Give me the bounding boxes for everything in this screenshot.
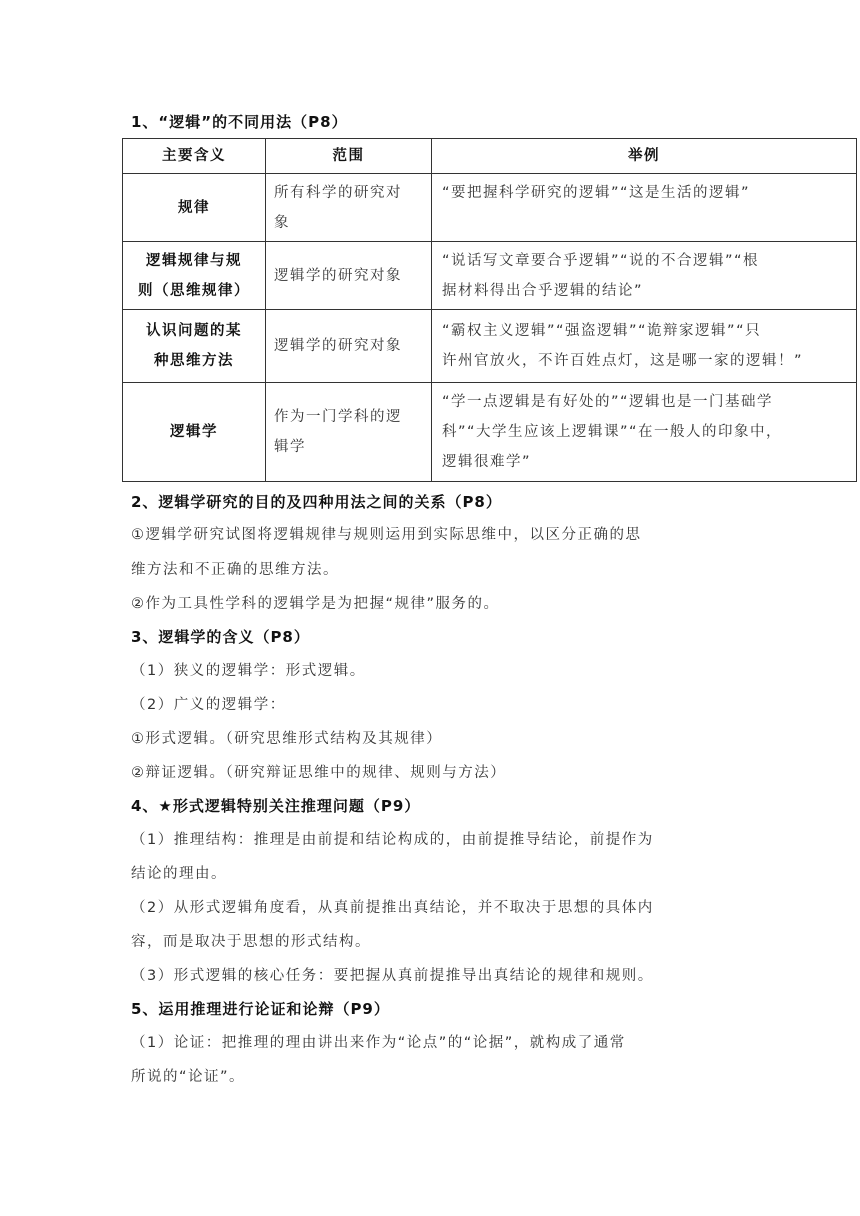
paragraph-line: 结论的理由。 (131, 866, 227, 882)
column-header: 举例 (432, 139, 857, 174)
term-cell: 逻辑学 (123, 383, 266, 482)
scope-cell: 所有科学的研究对 象 (266, 174, 432, 242)
table-row (123, 242, 857, 310)
paragraph-line: （1）狭义的逻辑学：形式逻辑。 (131, 663, 366, 679)
column-header: 主要含义 (123, 139, 266, 174)
paragraph-line: （1）推理结构：推理是由前提和结论构成的，由前提推导结论，前提作为 (131, 832, 654, 848)
paragraph-line: 容，而是取决于思想的形式结构。 (131, 934, 371, 950)
table-row (123, 310, 857, 383)
term-cell: 规律 (123, 174, 266, 242)
table-header-row (123, 139, 857, 174)
paragraph-line: 所说的“论证”。 (131, 1069, 246, 1085)
logic-usage-table (122, 138, 857, 482)
section-3-heading: 3、逻辑学的含义（P8） (131, 628, 310, 646)
example-cell: “说话写文章要合乎逻辑”“说的不合逻辑”“根 据材料得出合乎逻辑的结论” (432, 242, 857, 310)
section-2-heading: 2、逻辑学研究的目的及四种用法之间的关系（P8） (131, 493, 502, 511)
scope-cell: 作为一门学科的逻 辑学 (266, 383, 432, 482)
section-5-heading: 5、运用推理进行论证和论辩（P9） (131, 1000, 390, 1018)
paragraph-line: （1）论证：把推理的理由讲出来作为“论点”的“论据”，就构成了通常 (131, 1035, 626, 1051)
table-row (123, 383, 857, 482)
column-header: 范围 (266, 139, 432, 174)
section-4-heading: 4、★形式逻辑特别关注推理问题（P9） (131, 797, 421, 815)
scope-cell: 逻辑学的研究对象 (266, 310, 432, 383)
term-cell: 认识问题的某 种思维方法 (123, 310, 266, 383)
paragraph-line: （3）形式逻辑的核心任务：要把握从真前提推导出真结论的规律和规则。 (131, 968, 654, 984)
paragraph-line: 维方法和不正确的思维方法。 (131, 562, 339, 578)
example-cell: “霸权主义逻辑”“强盗逻辑”“诡辩家逻辑”“只 许州官放火，不许百姓点灯，这是哪一家的逻辑！” (432, 310, 857, 383)
paragraph-line: ①逻辑学研究试图将逻辑规律与规则运用到实际思维中，以区分正确的思 (131, 527, 642, 543)
paragraph-line: ②作为工具性学科的逻辑学是为把握“规律”服务的。 (131, 596, 500, 612)
paragraph-line: （2）从形式逻辑角度看，从真前提推出真结论，并不取决于思想的具体内 (131, 900, 654, 916)
example-cell: “要把握科学研究的逻辑”“这是生活的逻辑” (432, 174, 857, 242)
paragraph-line: （2）广义的逻辑学： (131, 697, 286, 713)
scope-cell: 逻辑学的研究对象 (266, 242, 432, 310)
term-cell: 逻辑规律与规 则（思维规律） (123, 242, 266, 310)
paragraph-line: ①形式逻辑。（研究思维形式结构及其规律） (131, 731, 443, 747)
section-1-heading: 1、“逻辑”的不同用法（P8） (131, 113, 348, 131)
example-cell: “学一点逻辑是有好处的”“逻辑也是一门基础学 科”“大学生应该上逻辑课”“在一般人的印象中， 逻辑很难学” (432, 383, 857, 482)
table-row (123, 174, 857, 242)
paragraph-line: ②辩证逻辑。（研究辩证思维中的规律、规则与方法） (131, 765, 507, 781)
